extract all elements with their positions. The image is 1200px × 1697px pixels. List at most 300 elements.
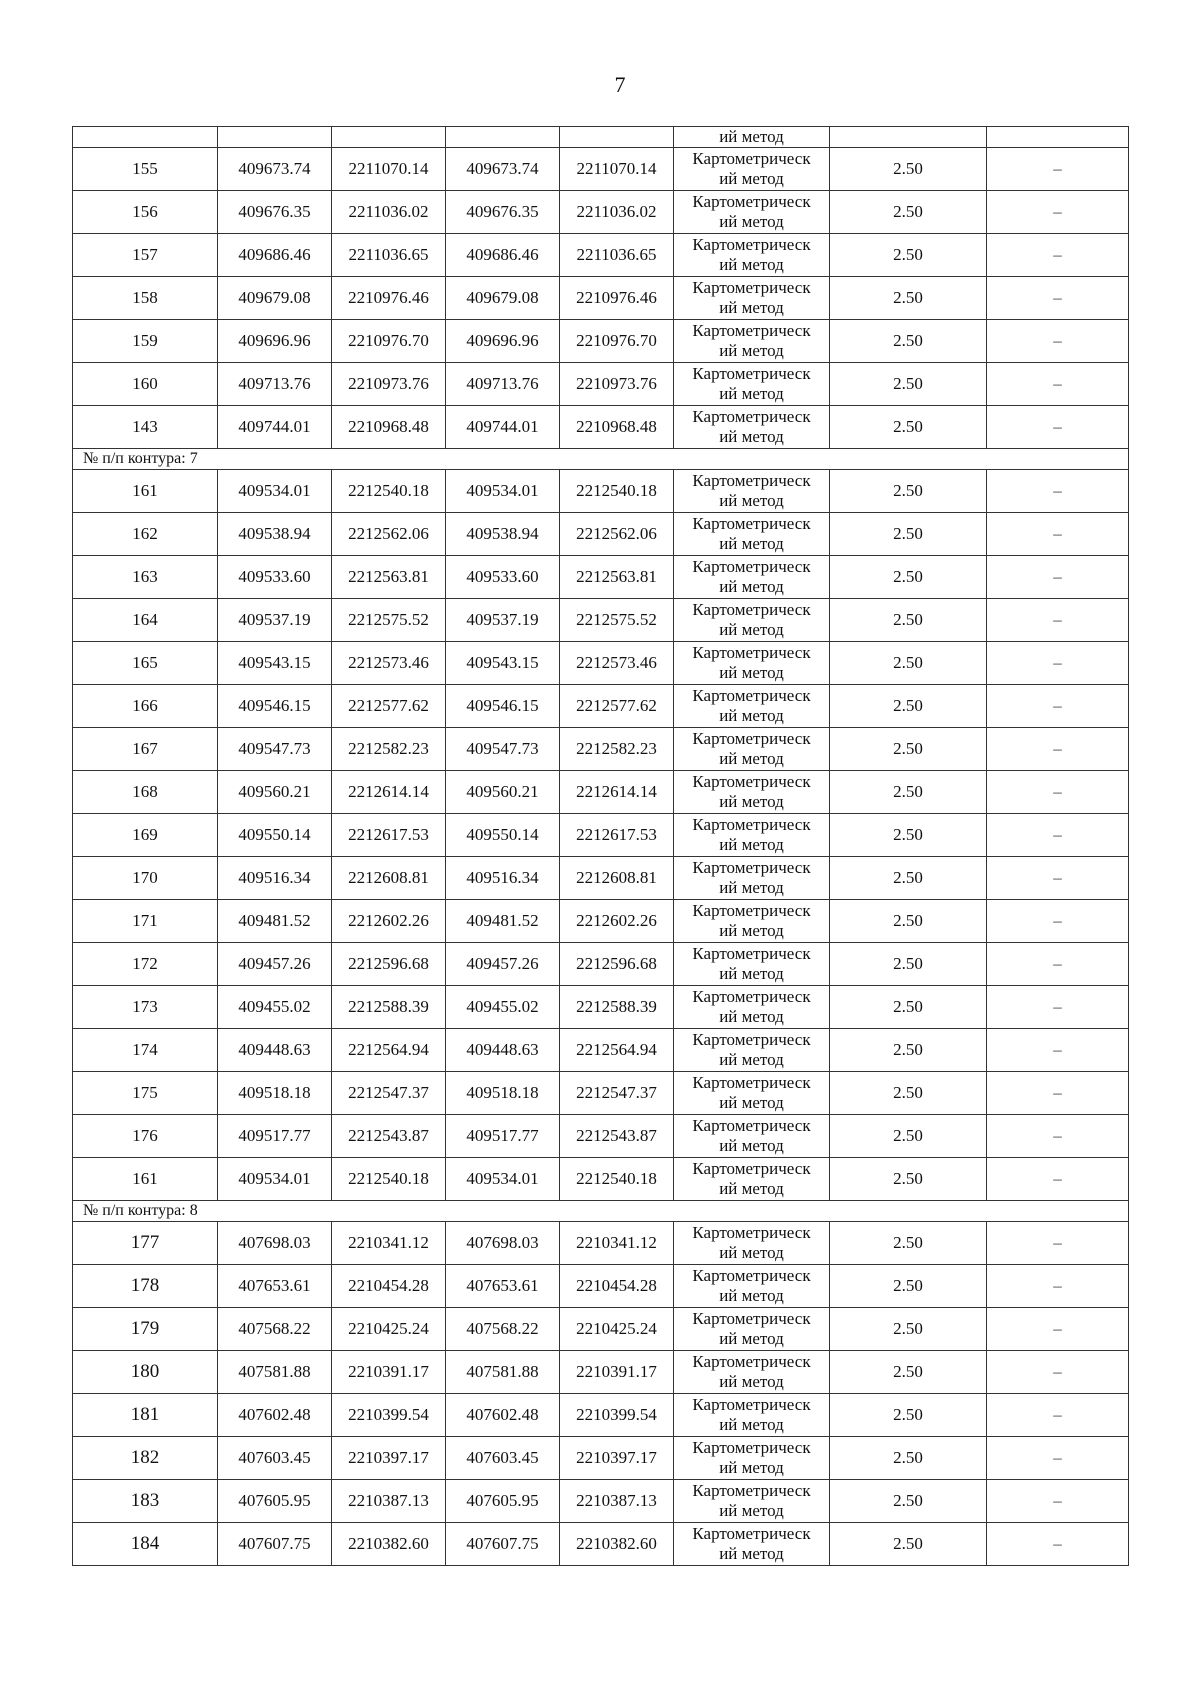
- x-refined-cell: 407581.88: [446, 1351, 560, 1394]
- method-line-2: ий метод: [719, 1501, 784, 1520]
- x-existing-cell: 409455.02: [218, 986, 332, 1029]
- method-line-2: ий метод: [719, 620, 784, 639]
- y-existing-cell: 2212573.46: [332, 642, 446, 685]
- table-row: [73, 1308, 1129, 1351]
- method-line-2: ий метод: [719, 1007, 784, 1026]
- x-refined-cell: 407607.75: [446, 1523, 560, 1566]
- description-cell: –: [987, 1029, 1129, 1072]
- y-refined-cell: 2212617.53: [560, 814, 674, 857]
- method-line-2: ий метод: [719, 491, 784, 510]
- method-line-1: Картометрическ: [692, 407, 811, 426]
- method-cell: [674, 642, 830, 685]
- x-refined-cell: 409696.96: [446, 320, 560, 363]
- table-row: [73, 320, 1129, 363]
- method-cell: [674, 685, 830, 728]
- method-cell: [674, 814, 830, 857]
- y-existing-cell: 2210391.17: [332, 1351, 446, 1394]
- y-existing-cell: 2212543.87: [332, 1115, 446, 1158]
- method-line-1: Картометрическ: [692, 729, 811, 748]
- y-existing-cell: 2212562.06: [332, 513, 446, 556]
- x-existing-cell: 409517.77: [218, 1115, 332, 1158]
- method-line-2: ий метод: [719, 1372, 784, 1391]
- table-row: [73, 943, 1129, 986]
- x-existing-cell: 409547.73: [218, 728, 332, 771]
- table-row: [73, 1480, 1129, 1523]
- y-refined-cell: 2212575.52: [560, 599, 674, 642]
- accuracy-cell: 2.50: [830, 986, 987, 1029]
- description-cell: –: [987, 857, 1129, 900]
- method-cell: [674, 1480, 830, 1523]
- point-number-cell: 181: [73, 1394, 218, 1437]
- continuation-row: [73, 127, 1129, 148]
- method-line-2: ий метод: [719, 1286, 784, 1305]
- method-line-2: ий метод: [719, 1415, 784, 1434]
- y-existing-cell: 2212577.62: [332, 685, 446, 728]
- x-existing-cell: 407568.22: [218, 1308, 332, 1351]
- accuracy-cell: 2.50: [830, 556, 987, 599]
- x-existing-cell: 407581.88: [218, 1351, 332, 1394]
- method-line-1: Картометрическ: [692, 1352, 811, 1371]
- method-cell: [674, 1308, 830, 1351]
- method-line-2: ий метод: [719, 1458, 784, 1477]
- y-refined-cell: 2212582.23: [560, 728, 674, 771]
- table-cell: [73, 127, 218, 148]
- accuracy-cell: 2.50: [830, 1308, 987, 1351]
- method-cell: [674, 406, 830, 449]
- y-existing-cell: 2211036.65: [332, 234, 446, 277]
- y-existing-cell: 2210387.13: [332, 1480, 446, 1523]
- y-refined-cell: 2210341.12: [560, 1222, 674, 1265]
- method-line-2: ий метод: [719, 298, 784, 317]
- accuracy-cell: 2.50: [830, 599, 987, 642]
- method-cell: [674, 363, 830, 406]
- x-refined-cell: 409547.73: [446, 728, 560, 771]
- description-cell: –: [987, 1072, 1129, 1115]
- method-line-1: Картометрическ: [692, 1159, 811, 1178]
- x-existing-cell: 409534.01: [218, 1158, 332, 1201]
- y-existing-cell: 2210425.24: [332, 1308, 446, 1351]
- y-refined-cell: 2210454.28: [560, 1265, 674, 1308]
- method-cell: [674, 556, 830, 599]
- method-cell: [674, 513, 830, 556]
- description-cell: –: [987, 513, 1129, 556]
- table-row: [73, 556, 1129, 599]
- description-cell: –: [987, 1265, 1129, 1308]
- method-line-1: Картометрическ: [692, 364, 811, 383]
- x-refined-cell: 409560.21: [446, 771, 560, 814]
- method-cell: [674, 191, 830, 234]
- x-existing-cell: 409534.01: [218, 470, 332, 513]
- point-number-cell: 183: [73, 1480, 218, 1523]
- x-existing-cell: 409481.52: [218, 900, 332, 943]
- x-existing-cell: 409560.21: [218, 771, 332, 814]
- description-cell: –: [987, 406, 1129, 449]
- x-existing-cell: 409744.01: [218, 406, 332, 449]
- x-existing-cell: 407603.45: [218, 1437, 332, 1480]
- method-line-1: Картометрическ: [692, 1073, 811, 1092]
- x-existing-cell: 409696.96: [218, 320, 332, 363]
- method-line-2: ий метод: [719, 212, 784, 231]
- description-cell: –: [987, 277, 1129, 320]
- table-row: [73, 1437, 1129, 1480]
- y-refined-cell: 2212596.68: [560, 943, 674, 986]
- method-cell: [674, 1222, 830, 1265]
- table-row: [73, 771, 1129, 814]
- table-row: [73, 1351, 1129, 1394]
- x-refined-cell: 409533.60: [446, 556, 560, 599]
- accuracy-cell: 2.50: [830, 234, 987, 277]
- point-number-cell: 170: [73, 857, 218, 900]
- method-line-2: ий метод: [719, 1136, 784, 1155]
- method-line-1: Картометрическ: [692, 1438, 811, 1457]
- x-existing-cell: 407607.75: [218, 1523, 332, 1566]
- table-row: [73, 1222, 1129, 1265]
- method-line-2: ий метод: [719, 1329, 784, 1348]
- y-existing-cell: 2212614.14: [332, 771, 446, 814]
- method-line-2: ий метод: [719, 1093, 784, 1112]
- y-refined-cell: 2212540.18: [560, 470, 674, 513]
- x-existing-cell: 409543.15: [218, 642, 332, 685]
- point-number-cell: 172: [73, 943, 218, 986]
- description-cell: –: [987, 943, 1129, 986]
- description-cell: –: [987, 685, 1129, 728]
- y-refined-cell: 2210425.24: [560, 1308, 674, 1351]
- y-refined-cell: 2212563.81: [560, 556, 674, 599]
- point-number-cell: 162: [73, 513, 218, 556]
- method-cell: [674, 771, 830, 814]
- method-line-1: Картометрическ: [692, 1481, 811, 1500]
- method-cell: [674, 728, 830, 771]
- y-existing-cell: 2210454.28: [332, 1265, 446, 1308]
- x-existing-cell: 407653.61: [218, 1265, 332, 1308]
- method-cell: [674, 599, 830, 642]
- y-refined-cell: 2211036.02: [560, 191, 674, 234]
- table-row: [73, 728, 1129, 771]
- y-refined-cell: 2212562.06: [560, 513, 674, 556]
- x-refined-cell: 407605.95: [446, 1480, 560, 1523]
- method-cell: [674, 470, 830, 513]
- method-line-1: Картометрическ: [692, 192, 811, 211]
- x-refined-cell: 409481.52: [446, 900, 560, 943]
- point-number-cell: 160: [73, 363, 218, 406]
- description-cell: –: [987, 986, 1129, 1029]
- point-number-cell: 179: [73, 1308, 218, 1351]
- accuracy-cell: 2.50: [830, 191, 987, 234]
- method-cell: [674, 986, 830, 1029]
- method-line-1: Картометрическ: [692, 321, 811, 340]
- method-line-2: ий метод: [719, 878, 784, 897]
- x-existing-cell: 407698.03: [218, 1222, 332, 1265]
- y-refined-cell: 2212608.81: [560, 857, 674, 900]
- point-number-cell: 184: [73, 1523, 218, 1566]
- accuracy-cell: 2.50: [830, 771, 987, 814]
- method-line-1: Картометрическ: [692, 235, 811, 254]
- method-line-1: Картометрическ: [692, 1524, 811, 1543]
- y-existing-cell: 2212563.81: [332, 556, 446, 599]
- description-cell: –: [987, 642, 1129, 685]
- method-cell: [674, 1523, 830, 1566]
- x-refined-cell: 409457.26: [446, 943, 560, 986]
- method-cell: [674, 1351, 830, 1394]
- point-number-cell: 155: [73, 148, 218, 191]
- accuracy-cell: 2.50: [830, 900, 987, 943]
- accuracy-cell: 2.50: [830, 1394, 987, 1437]
- table-row: [73, 642, 1129, 685]
- method-line-2: ий метод: [719, 921, 784, 940]
- method-line-1: Картометрическ: [692, 987, 811, 1006]
- point-number-cell: 171: [73, 900, 218, 943]
- y-existing-cell: 2212575.52: [332, 599, 446, 642]
- accuracy-cell: 2.50: [830, 148, 987, 191]
- table-row: [73, 986, 1129, 1029]
- x-refined-cell: 409518.18: [446, 1072, 560, 1115]
- method-line-1: Картометрическ: [692, 471, 811, 490]
- y-existing-cell: 2210341.12: [332, 1222, 446, 1265]
- method-line-1: Картометрическ: [692, 772, 811, 791]
- method-line-1: Картометрическ: [692, 1395, 811, 1414]
- method-cell: [674, 1072, 830, 1115]
- table-row: [73, 191, 1129, 234]
- x-existing-cell: 409533.60: [218, 556, 332, 599]
- method-cell: ий метод: [674, 127, 830, 148]
- x-refined-cell: 409550.14: [446, 814, 560, 857]
- point-number-cell: 163: [73, 556, 218, 599]
- method-cell: [674, 1158, 830, 1201]
- point-number-cell: 161: [73, 470, 218, 513]
- method-cell: [674, 1115, 830, 1158]
- x-existing-cell: 409546.15: [218, 685, 332, 728]
- y-refined-cell: 2210973.76: [560, 363, 674, 406]
- method-line-2: ий метод: [719, 427, 784, 446]
- x-existing-cell: 409676.35: [218, 191, 332, 234]
- method-line-2: ий метод: [719, 1179, 784, 1198]
- table-row: [73, 513, 1129, 556]
- description-cell: –: [987, 470, 1129, 513]
- point-number-cell: 176: [73, 1115, 218, 1158]
- x-existing-cell: 409537.19: [218, 599, 332, 642]
- y-refined-cell: 2212588.39: [560, 986, 674, 1029]
- point-number-cell: 180: [73, 1351, 218, 1394]
- accuracy-cell: 2.50: [830, 642, 987, 685]
- table-cell: [218, 127, 332, 148]
- table-row: [73, 599, 1129, 642]
- point-number-cell: 166: [73, 685, 218, 728]
- method-line-1: Картометрическ: [692, 1223, 811, 1242]
- point-number-cell: 178: [73, 1265, 218, 1308]
- contour-header-row: [73, 449, 1129, 470]
- table-row: [73, 406, 1129, 449]
- x-refined-cell: 409538.94: [446, 513, 560, 556]
- description-cell: –: [987, 148, 1129, 191]
- table-cell: [332, 127, 446, 148]
- x-refined-cell: 409686.46: [446, 234, 560, 277]
- y-existing-cell: 2210976.70: [332, 320, 446, 363]
- table-row: [73, 1158, 1129, 1201]
- y-existing-cell: 2210382.60: [332, 1523, 446, 1566]
- accuracy-cell: 2.50: [830, 1480, 987, 1523]
- accuracy-cell: 2.50: [830, 1437, 987, 1480]
- x-existing-cell: 409550.14: [218, 814, 332, 857]
- accuracy-cell: 2.50: [830, 277, 987, 320]
- method-line-2: ий метод: [719, 577, 784, 596]
- method-cell: [674, 900, 830, 943]
- method-line-1: Картометрическ: [692, 557, 811, 576]
- y-existing-cell: 2212596.68: [332, 943, 446, 986]
- accuracy-cell: 2.50: [830, 1222, 987, 1265]
- y-refined-cell: 2210391.17: [560, 1351, 674, 1394]
- point-number-cell: 165: [73, 642, 218, 685]
- description-cell: –: [987, 771, 1129, 814]
- x-existing-cell: 409448.63: [218, 1029, 332, 1072]
- accuracy-cell: 2.50: [830, 406, 987, 449]
- x-existing-cell: 409457.26: [218, 943, 332, 986]
- method-line-2: ий метод: [719, 663, 784, 682]
- method-line-1: Картометрическ: [692, 815, 811, 834]
- y-refined-cell: 2210399.54: [560, 1394, 674, 1437]
- method-line-2: ий метод: [719, 706, 784, 725]
- description-cell: –: [987, 728, 1129, 771]
- table-row: [73, 685, 1129, 728]
- page-number: 7: [614, 72, 626, 97]
- point-number-cell: 159: [73, 320, 218, 363]
- method-line-1: Картометрическ: [692, 858, 811, 877]
- y-existing-cell: 2212608.81: [332, 857, 446, 900]
- table-cell: [446, 127, 560, 148]
- description-cell: –: [987, 1480, 1129, 1523]
- x-refined-cell: 409448.63: [446, 1029, 560, 1072]
- method-line-2: ий метод: [719, 964, 784, 983]
- accuracy-cell: 2.50: [830, 470, 987, 513]
- y-refined-cell: 2211070.14: [560, 148, 674, 191]
- table-row: [73, 857, 1129, 900]
- x-existing-cell: 409679.08: [218, 277, 332, 320]
- method-line-2: ий метод: [719, 255, 784, 274]
- description-cell: –: [987, 1222, 1129, 1265]
- point-number-cell: 175: [73, 1072, 218, 1115]
- y-refined-cell: 2210387.13: [560, 1480, 674, 1523]
- accuracy-cell: 2.50: [830, 320, 987, 363]
- table-row: [73, 1523, 1129, 1566]
- y-refined-cell: 2212614.14: [560, 771, 674, 814]
- y-existing-cell: 2210976.46: [332, 277, 446, 320]
- y-refined-cell: 2212573.46: [560, 642, 674, 685]
- x-refined-cell: 409543.15: [446, 642, 560, 685]
- x-refined-cell: 409679.08: [446, 277, 560, 320]
- table-row: [73, 1029, 1129, 1072]
- table-row: [73, 470, 1129, 513]
- table-row: [73, 234, 1129, 277]
- y-refined-cell: 2212602.26: [560, 900, 674, 943]
- method-cell: [674, 1265, 830, 1308]
- y-existing-cell: 2211036.02: [332, 191, 446, 234]
- point-number-cell: 168: [73, 771, 218, 814]
- y-existing-cell: 2212564.94: [332, 1029, 446, 1072]
- method-cell: [674, 320, 830, 363]
- y-existing-cell: 2210397.17: [332, 1437, 446, 1480]
- x-refined-cell: 409537.19: [446, 599, 560, 642]
- contour-header-row: [73, 1201, 1129, 1222]
- method-line-1: Картометрическ: [692, 686, 811, 705]
- accuracy-cell: 2.50: [830, 685, 987, 728]
- description-cell: –: [987, 1437, 1129, 1480]
- x-existing-cell: 407602.48: [218, 1394, 332, 1437]
- x-refined-cell: 409744.01: [446, 406, 560, 449]
- y-existing-cell: 2212588.39: [332, 986, 446, 1029]
- table-row: [73, 1394, 1129, 1437]
- y-refined-cell: 2212564.94: [560, 1029, 674, 1072]
- description-cell: –: [987, 1523, 1129, 1566]
- y-refined-cell: 2212540.18: [560, 1158, 674, 1201]
- method-cell: [674, 1394, 830, 1437]
- accuracy-cell: 2.50: [830, 1115, 987, 1158]
- y-refined-cell: 2211036.65: [560, 234, 674, 277]
- method-line-1: Картометрическ: [692, 1266, 811, 1285]
- x-refined-cell: 409534.01: [446, 470, 560, 513]
- method-line-2: ий метод: [719, 792, 784, 811]
- method-cell: [674, 234, 830, 277]
- description-cell: –: [987, 599, 1129, 642]
- point-number-cell: 174: [73, 1029, 218, 1072]
- x-existing-cell: 409538.94: [218, 513, 332, 556]
- x-existing-cell: 409516.34: [218, 857, 332, 900]
- description-cell: –: [987, 191, 1129, 234]
- y-existing-cell: 2212547.37: [332, 1072, 446, 1115]
- method-line-2: ий метод: [719, 835, 784, 854]
- method-line-1: Картометрическ: [692, 600, 811, 619]
- method-line-1: Картометрическ: [692, 149, 811, 168]
- x-refined-cell: 409676.35: [446, 191, 560, 234]
- method-line-1: Картометрическ: [692, 901, 811, 920]
- method-line-2: ий метод: [719, 384, 784, 403]
- method-line-1: Картометрическ: [692, 1116, 811, 1135]
- y-existing-cell: 2212602.26: [332, 900, 446, 943]
- accuracy-cell: 2.50: [830, 1072, 987, 1115]
- point-number-cell: 156: [73, 191, 218, 234]
- description-cell: –: [987, 900, 1129, 943]
- table-row: [73, 814, 1129, 857]
- y-existing-cell: 2212617.53: [332, 814, 446, 857]
- accuracy-cell: 2.50: [830, 1029, 987, 1072]
- y-existing-cell: 2212540.18: [332, 1158, 446, 1201]
- y-refined-cell: 2210397.17: [560, 1437, 674, 1480]
- description-cell: –: [987, 1308, 1129, 1351]
- y-refined-cell: 2210968.48: [560, 406, 674, 449]
- accuracy-cell: 2.50: [830, 1158, 987, 1201]
- y-refined-cell: 2212547.37: [560, 1072, 674, 1115]
- point-number-cell: 167: [73, 728, 218, 771]
- method-cell: [674, 943, 830, 986]
- method-line-2: ий метод: [719, 1544, 784, 1563]
- y-refined-cell: 2210976.46: [560, 277, 674, 320]
- method-line-2: ий метод: [719, 169, 784, 188]
- y-refined-cell: 2212543.87: [560, 1115, 674, 1158]
- x-refined-cell: 409455.02: [446, 986, 560, 1029]
- method-line-1: Картометрическ: [692, 1030, 811, 1049]
- y-existing-cell: 2210968.48: [332, 406, 446, 449]
- x-refined-cell: 409516.34: [446, 857, 560, 900]
- table-row: [73, 1265, 1129, 1308]
- x-existing-cell: 409686.46: [218, 234, 332, 277]
- x-refined-cell: 409713.76: [446, 363, 560, 406]
- method-cell: [674, 857, 830, 900]
- description-cell: –: [987, 556, 1129, 599]
- method-cell: [674, 277, 830, 320]
- y-existing-cell: 2212582.23: [332, 728, 446, 771]
- x-existing-cell: 409713.76: [218, 363, 332, 406]
- description-cell: –: [987, 814, 1129, 857]
- method-line-2: ий метод: [719, 534, 784, 553]
- x-refined-cell: 409546.15: [446, 685, 560, 728]
